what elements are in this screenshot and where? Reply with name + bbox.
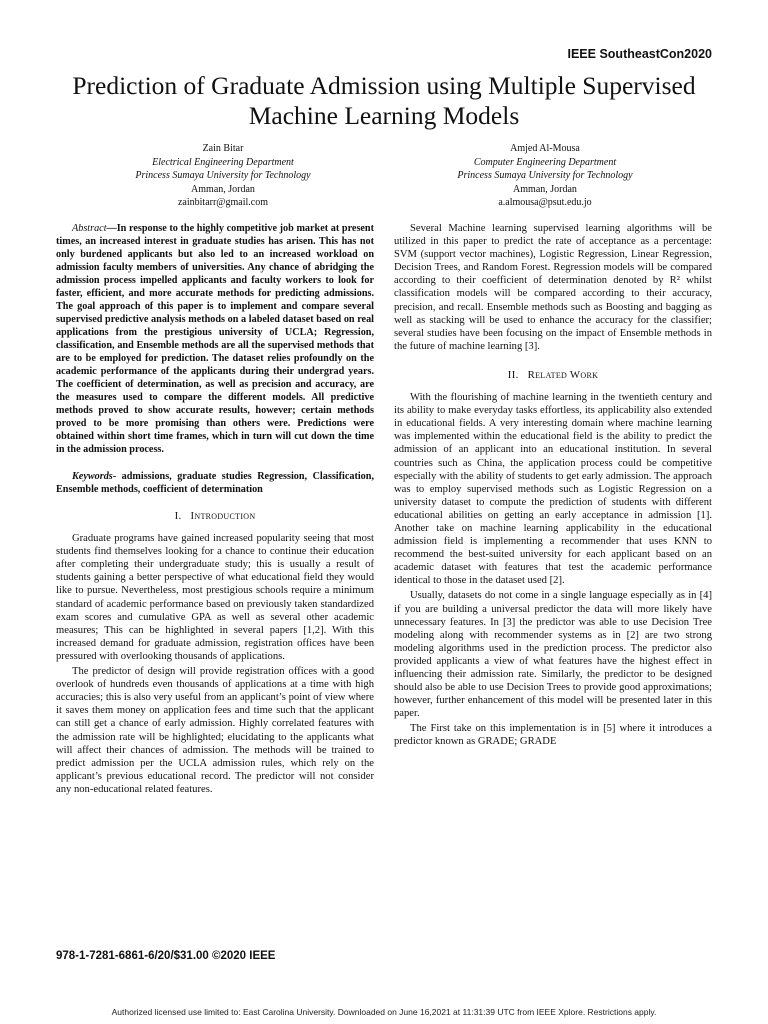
section-number: II.	[507, 368, 519, 381]
section-heading-related-work	[394, 369, 712, 382]
keywords-text: - admissions, graduate studies Regression, Classification, Ensemble methods, coefficient of determination	[56, 471, 374, 495]
copyright-line: 978-1-7281-6861-6/20/$31.00 ©2020 IEEE	[56, 950, 276, 962]
author-institution: Princess Sumaya University for Technology	[135, 170, 311, 181]
related-paragraph-3: The First take on this implementation is in [5] where it introduces a predictor known as GRADE; GRADE	[394, 723, 712, 748]
author-name: Zain Bitar	[202, 143, 244, 154]
author-email: a.almousa@psut.edu.jo	[498, 197, 592, 208]
related-paragraph-1: With the flourishing of machine learning in the twentieth century and its ability to make everyday tasks effortless, its applicability also extended in educational fields. A very interesting domain where machine learning was implemented within the educational field is the ability to predict the admission of an applicant into an educational institution. In several countries such as China, the application process could be competitive especially with the ability of students to get early admission. The approach was to employ supervised methods such as Logistic Regression on a university dataset to compute the prediction of students with different educational abilities on getting an early acceptance in admission [1]. Another take on machine learning applicability in the educational admission field is implementing a recommender that uses KNN to recommend the best-suited university for each applicant based on an academic dataset with features that test the academic performance identical to those in the dataset used [2].	[394, 392, 712, 587]
section-heading-introduction	[56, 510, 374, 523]
author-location: Amman, Jordan	[191, 183, 255, 195]
related-paragraph-2: Usually, datasets do not come in a single language especially as in [4] if you are building a universal predictor the data will more likely have unnecessary features. In [3] the predictor was able to use Decision Tree modeling along with recommender systems as in [2] are two strong modeling algorithms used in the prediction process. The predictor also provided applicants a view of what features have the highest effect in influencing their admission rate. Similarly, the predictor to be designed should also be able to use Decision Trees to provide good approximations; however, further enhancement of this model will be presented later in this paper.	[394, 590, 712, 720]
section-title: Related Work	[527, 368, 599, 381]
conference-header: IEEE SoutheastCon2020	[567, 47, 712, 61]
author-name: Amjed Al-Mousa	[510, 143, 580, 154]
author-email: zainbitarr@gmail.com	[177, 197, 268, 208]
abstract-label: Abstract	[72, 223, 107, 234]
author-location: Amman, Jordan	[513, 183, 577, 195]
keywords	[56, 470, 374, 496]
author-block-1	[88, 142, 358, 210]
authorized-use-notice: Authorized licensed use limited to: East Carolina University. Downloaded on June 16,2021 at 11:31:39 UTC from IEEE Xplore. Restrictions apply.	[111, 1007, 657, 1017]
intro-paragraph-3: Several Machine learning supervised learning algorithms will be utilized in this paper to predict the rate of acceptance as a percentage: SVM (support vector machines), Logistic Regression, Linear Regression, Decision Trees, and Random Forest. Regression models will be compared according to their coefficient of determination denoted by R² whilst classification models will be compared according to their accuracy, precision, and recall. Ensemble methods such as Boosting and bagging as well as stacking will be used to enhance the accuracy for the classifier; several studies have been focusing on the impact of Ensemble methods in the future of machine learning [3].	[394, 223, 712, 352]
author-institution: Princess Sumaya University for Technology	[457, 170, 633, 181]
right-column	[394, 222, 712, 749]
left-column	[56, 222, 374, 796]
abstract	[56, 222, 374, 456]
author-block-2	[405, 142, 685, 210]
author-department: Electrical Engineering Department	[152, 156, 294, 168]
intro-paragraph-2: The predictor of design will provide registration offices with a good overlook of hundreds even thousands of applications at a time with high accuracies; this is also very useful from an applicant’s point of view where it saves them money on application fees and time such that the applicant can still get a chance of early admission. Highly correlated features with the admission rate will be highlighted; elucidating to the applicants what will affect their chances of admission. The methods will be trained to predict admission per the UCLA admission rules, which rely on the applicant’s previous educational record. The predictor will not consider any non-educational related features.	[56, 666, 374, 795]
author-department: Computer Engineering Department	[473, 156, 617, 168]
section-title: Introduction	[190, 510, 256, 522]
intro-paragraph-1: Graduate programs have gained increased popularity seeing that most students find themselves looking for a chance to continue their education after completing their undergraduate study; this is usually a result of students gaining a better perspective of what educational field they would like to pursue. Nevertheless, most prestigious schools require a minimum standard of academic performance based on previously taken standardized exam scores and cumulative GPA as well as several other academic measures; This can be highlighted in several papers [1,2]. With this increased demand for graduate admission, registration offices have been pressured with overlooking thousands of applications.	[56, 533, 374, 662]
paper-title: Prediction of Graduate Admission using Multiple Supervised Machine Learning Models	[72, 71, 696, 130]
abstract-text: —In response to the highly competitive job market at present times, an increased interest in graduate studies has arisen. This has not only burdened applicants but also led to an increased workload on admission faculty members of universities. Any chance of abridging the admission process impelled applicants and faculty workers to look for faster, efficient, and more accurate methods for predicting admissions. The goal approach of this paper is to implement and compare several supervised predictive analysis methods on a labeled dataset based on real applications from the prestigious university of UCLA; Regression, classification, and Ensemble methods are all the supervised methods that are to be employed for prediction. The dataset relies profoundly on the academic performance of the applicants during their undergrad years. The coefficient of determination, as well as precision and accuracy, are the measures used to compare the different models. All predictive methods proved to show accurate results, however; certain methods proved to be more promising than others were. Predictions were obtained within short time frames, which in turn will cut down the time in the admission process.	[56, 223, 374, 455]
section-number: I.	[174, 510, 182, 522]
keywords-label: Keywords	[72, 471, 113, 482]
